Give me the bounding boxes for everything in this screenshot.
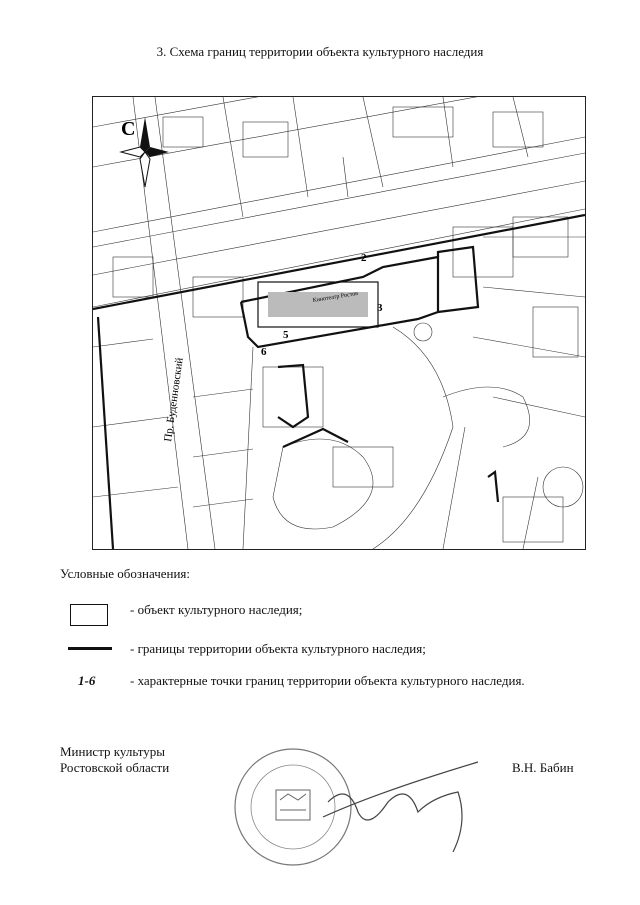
signer-position-line1: Министр культуры	[60, 744, 166, 759]
north-arrow-icon	[121, 117, 169, 187]
cadastral-map	[92, 96, 586, 550]
legend-text-boundary: - границы территории объекта культурного наследия;	[130, 641, 426, 656]
point-label-2: 2	[361, 252, 367, 264]
point-label-3: 3	[377, 302, 383, 314]
legend-symbol-line	[68, 647, 112, 650]
legend-title: Условные обозначения:	[60, 566, 191, 581]
legend-text-object: - объект культурного наследия;	[130, 602, 303, 617]
document-title: 3. Схема границ территории объекта культурного наследия	[156, 44, 484, 59]
north-label: С	[121, 118, 136, 140]
signer-name: В.Н. Бабин	[512, 760, 574, 775]
point-label-6: 6	[261, 346, 267, 358]
legend-symbol-points: 1-6	[78, 673, 96, 688]
signer-position	[60, 744, 169, 776]
point-label-5: 5	[283, 329, 289, 341]
street-label: Пр. Буденновский	[162, 356, 186, 443]
legend-symbol-box	[70, 604, 108, 626]
legend-text-points: - характерные точки границ территории объекта культурного наследия.	[130, 673, 525, 688]
signer-position-line2: Ростовской области	[60, 760, 170, 775]
official-stamp-signature	[228, 742, 488, 872]
map-svg	[93, 97, 585, 549]
object-label: Кинотеатр Ростов	[312, 290, 359, 304]
